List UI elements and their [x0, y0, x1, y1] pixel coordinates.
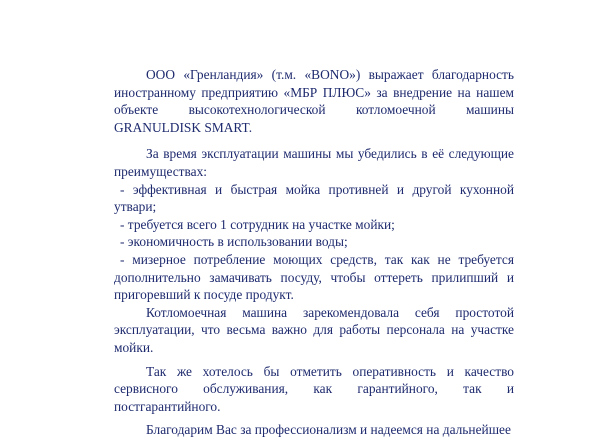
advantage-item-1: - эффективная и быстрая мойка противней и другой кухонной утвари; [114, 181, 514, 215]
advantage-item-2: - требуется всего 1 сотрудник на участке мойки; [120, 216, 395, 232]
service-paragraph: Так же хотелось бы отметить оперативность и качество сервисного обслуживания, как гарантийного, так и постгарантийного. [114, 363, 514, 414]
advantages-lead-paragraph: За время эксплуатации машины мы убедились в её следующие преимуществах: [114, 146, 514, 179]
intro-paragraph: ООО «Гренландия» (т.м. «BONO») выражает благодарность иностранному предприятию «МБР ПЛЮС» за внедрение на нашем объекте высокотехнологической котломоечной машины GRANULDISK SMART. [114, 67, 514, 135]
advantage-item-3: - экономичность в использовании воды; [120, 234, 348, 250]
letter-body [114, 66, 514, 439]
closing-paragraph: Благодарим Вас за профессионализм и надеемся на дальнейшее [146, 422, 511, 438]
advantage-item-4: - мизерное потребление моющих средств, так как не требуется дополнительно замачивать посуду, чтобы оттереть прилипший и пригоревший к посуде продукт. [114, 251, 514, 303]
recommendation-paragraph: Котломоечная машина зарекомендовала себя простотой эксплуатации, что весьма важно для работы персонала на участке мойки. [114, 304, 514, 355]
